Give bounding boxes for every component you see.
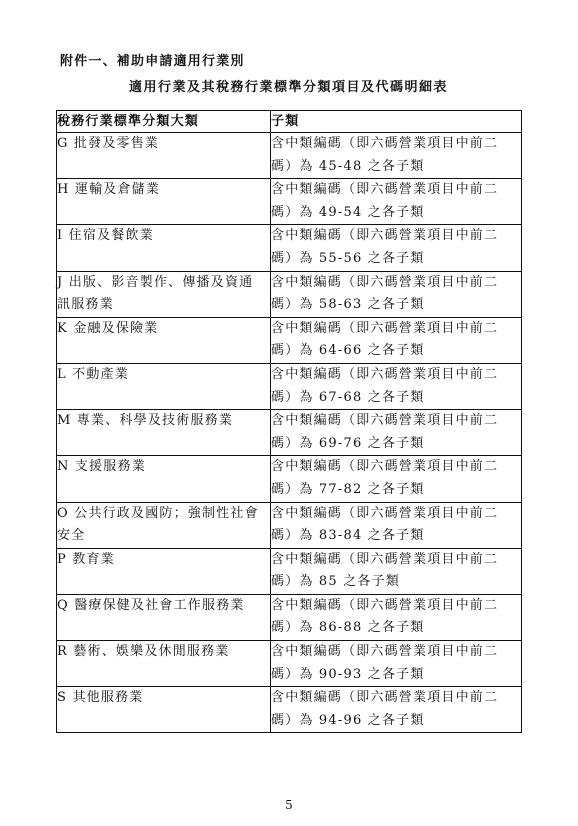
table-row (57, 410, 522, 456)
subcategory-cell (271, 687, 522, 733)
subcategory-text: 含中類編碼（即六碼營業項目中前二碼）為 67-68 之各子類 (271, 366, 499, 405)
category-text: L 不動產業 (57, 366, 129, 382)
table-row (57, 456, 522, 502)
subcategory-cell (271, 456, 522, 502)
table-row (57, 363, 522, 409)
category-text: N 支援服務業 (57, 459, 146, 475)
category-cell (57, 271, 271, 317)
subcategory-cell (271, 410, 522, 456)
subcategory-text: 含中類編碼（即六碼營業項目中前二碼）為 77-82 之各子類 (271, 459, 499, 497)
category-cell (57, 317, 271, 363)
subcategory-text: 含中類編碼（即六碼營業項目中前二碼）為 85 之各子類 (271, 551, 499, 590)
category-text: Q 醫療保健及社會工作服務業 (57, 597, 245, 613)
table-row (57, 594, 522, 640)
attachment-title: 附件一、補助申請適用行業別 (60, 54, 245, 69)
table-row (57, 271, 522, 317)
table-row (57, 317, 522, 363)
subcategory-text: 含中類編碼（即六碼營業項目中前二碼）為 83-84 之各子類 (271, 505, 499, 544)
table-header-row (57, 111, 522, 133)
table-row (57, 225, 522, 271)
table-row (57, 548, 522, 594)
category-cell (57, 594, 271, 640)
category-cell (57, 133, 271, 179)
category-cell (57, 502, 271, 548)
table-header-subcategory: 子類 (271, 111, 522, 133)
category-cell (57, 179, 271, 225)
subcategory-cell (271, 548, 522, 594)
subcategory-cell (271, 641, 522, 687)
category-text: I 住宿及餐飲業 (57, 228, 154, 244)
table-row (57, 133, 522, 179)
category-cell (57, 410, 271, 456)
table-row (57, 502, 522, 548)
category-text: M 專業、科學及技術服務業 (57, 413, 234, 429)
subcategory-text: 含中類編碼（即六碼營業項目中前二碼）為 55-56 之各子類 (271, 228, 499, 266)
table-row (57, 687, 522, 733)
table-header-category: 稅務行業標準分類大類 (57, 111, 271, 133)
category-text: G 批發及零售業 (57, 136, 160, 151)
subcategory-text: 含中類編碼（即六碼營業項目中前二碼）為 90-93 之各子類 (271, 644, 499, 682)
subcategory-cell (271, 317, 522, 363)
category-cell (57, 687, 271, 733)
category-cell (57, 641, 271, 687)
subcategory-text: 含中類編碼（即六碼營業項目中前二碼）為 58-63 之各子類 (271, 274, 499, 313)
subcategory-text: 含中類編碼（即六碼營業項目中前二碼）為 86-88 之各子類 (271, 597, 499, 636)
industry-table (56, 110, 522, 733)
subcategory-text: 含中類編碼（即六碼營業項目中前二碼）為 49-54 之各子類 (271, 182, 499, 220)
subcategory-cell (271, 133, 522, 179)
subcategory-text: 含中類編碼（即六碼營業項目中前二碼）為 94-96 之各子類 (271, 690, 499, 728)
category-text: O 公共行政及國防；強制性社會安全 (57, 505, 259, 544)
category-text: P 教育業 (57, 551, 115, 567)
category-text: S 其他服務業 (57, 690, 144, 706)
subcategory-cell (271, 225, 522, 271)
table-row (57, 179, 522, 225)
category-text: J 出版、影音製作、傳播及資通訊服務業 (57, 274, 254, 313)
category-cell (57, 456, 271, 502)
subcategory-text: 含中類編碼（即六碼營業項目中前二碼）為 69-76 之各子類 (271, 413, 499, 451)
subcategory-text: 含中類編碼（即六碼營業項目中前二碼）為 64-66 之各子類 (271, 320, 499, 359)
subcategory-cell (271, 594, 522, 640)
category-text: H 運輸及倉儲業 (57, 182, 161, 198)
subcategory-cell (271, 363, 522, 409)
subcategory-cell (271, 502, 522, 548)
category-cell (57, 548, 271, 594)
table-title: 適用行業及其稅務行業標準分類項目及代碼明細表 (128, 80, 448, 95)
category-text: R 藝術、娛樂及休閒服務業 (57, 644, 230, 660)
category-text: K 金融及保險業 (57, 320, 159, 336)
subcategory-text: 含中類編碼（即六碼營業項目中前二碼）為 45-48 之各子類 (271, 136, 499, 174)
subcategory-cell (271, 179, 522, 225)
table-row (57, 641, 522, 687)
subcategory-cell (271, 271, 522, 317)
category-cell (57, 225, 271, 271)
category-cell (57, 363, 271, 409)
page-number: 5 (285, 798, 293, 812)
